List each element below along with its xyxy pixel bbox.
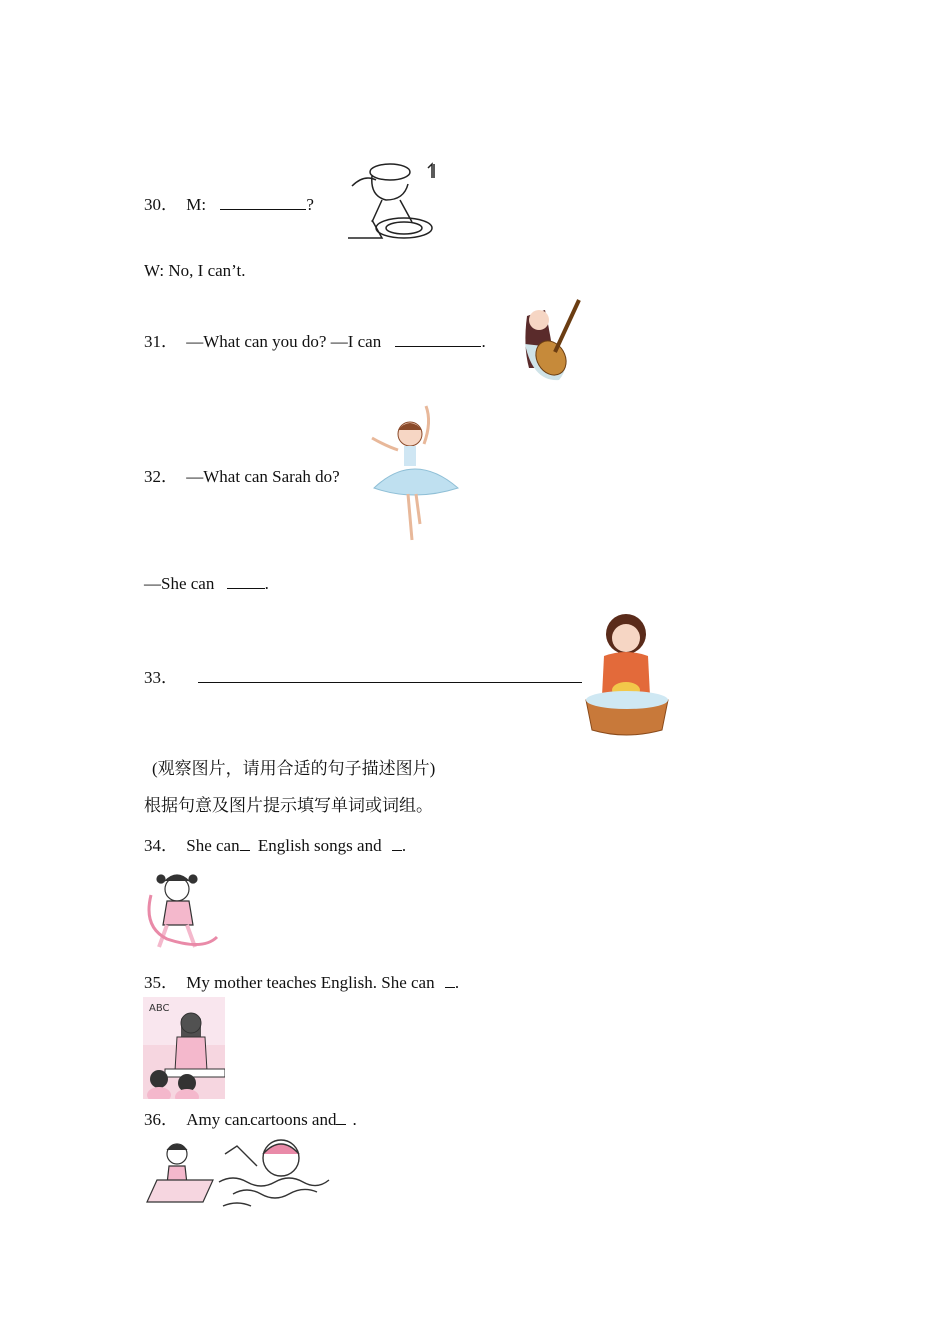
drawing-girl-icon <box>143 1138 217 1206</box>
question-36: 36． Amy can cartoons and . <box>144 1110 357 1129</box>
teacher-icon <box>143 997 225 1099</box>
question-number: 34． <box>144 836 178 855</box>
answer-blank-1[interactable] <box>240 834 250 851</box>
answer-blank[interactable] <box>395 330 481 347</box>
pipa-girl-icon <box>515 296 585 382</box>
question-number: 36． <box>144 1110 178 1129</box>
section-instruction: 根据句意及图片提示填写单词或词组。 <box>144 796 433 815</box>
question-34: 34． She can English songs and . <box>144 836 407 855</box>
question-number: 30． <box>144 195 178 214</box>
question-number: 35． <box>144 973 178 992</box>
answer-30: W: No, I can’t. <box>144 261 246 280</box>
question-text: —What can you do? —I can <box>186 332 382 351</box>
answer-blank-2[interactable] <box>336 1108 346 1125</box>
washing-girl-icon <box>582 612 672 738</box>
answer-blank[interactable] <box>198 666 582 683</box>
answer-blank[interactable] <box>227 572 265 589</box>
question-number: 33． <box>144 668 178 687</box>
answer-blank[interactable] <box>220 193 306 210</box>
question-number: 31． <box>144 332 178 351</box>
speaker-label: M: <box>186 195 207 214</box>
question-33-note: (观察图片，请用合适的句子描述图片) <box>152 759 436 778</box>
swimming-boy-icon <box>217 1132 333 1210</box>
question-30: 30． M: ? <box>144 195 314 214</box>
question-35: 35． My mother teaches English. She can . <box>144 973 460 992</box>
question-32 <box>144 467 340 487</box>
question-number: 32． <box>144 467 178 486</box>
answer-blank[interactable] <box>445 971 455 988</box>
answer-blank-2[interactable] <box>392 834 402 851</box>
answer-32: —She can . <box>144 574 269 593</box>
dj-boy-icon <box>342 156 438 244</box>
question-31: 31． —What can you do? —I can . <box>144 332 486 351</box>
svg-text:ABC: ABC <box>149 1003 170 1014</box>
question-33 <box>144 666 582 688</box>
ballet-girl-icon <box>368 404 462 546</box>
ribbon-dance-girl-icon <box>143 867 221 955</box>
question-text: —What can Sarah do? <box>186 467 340 486</box>
